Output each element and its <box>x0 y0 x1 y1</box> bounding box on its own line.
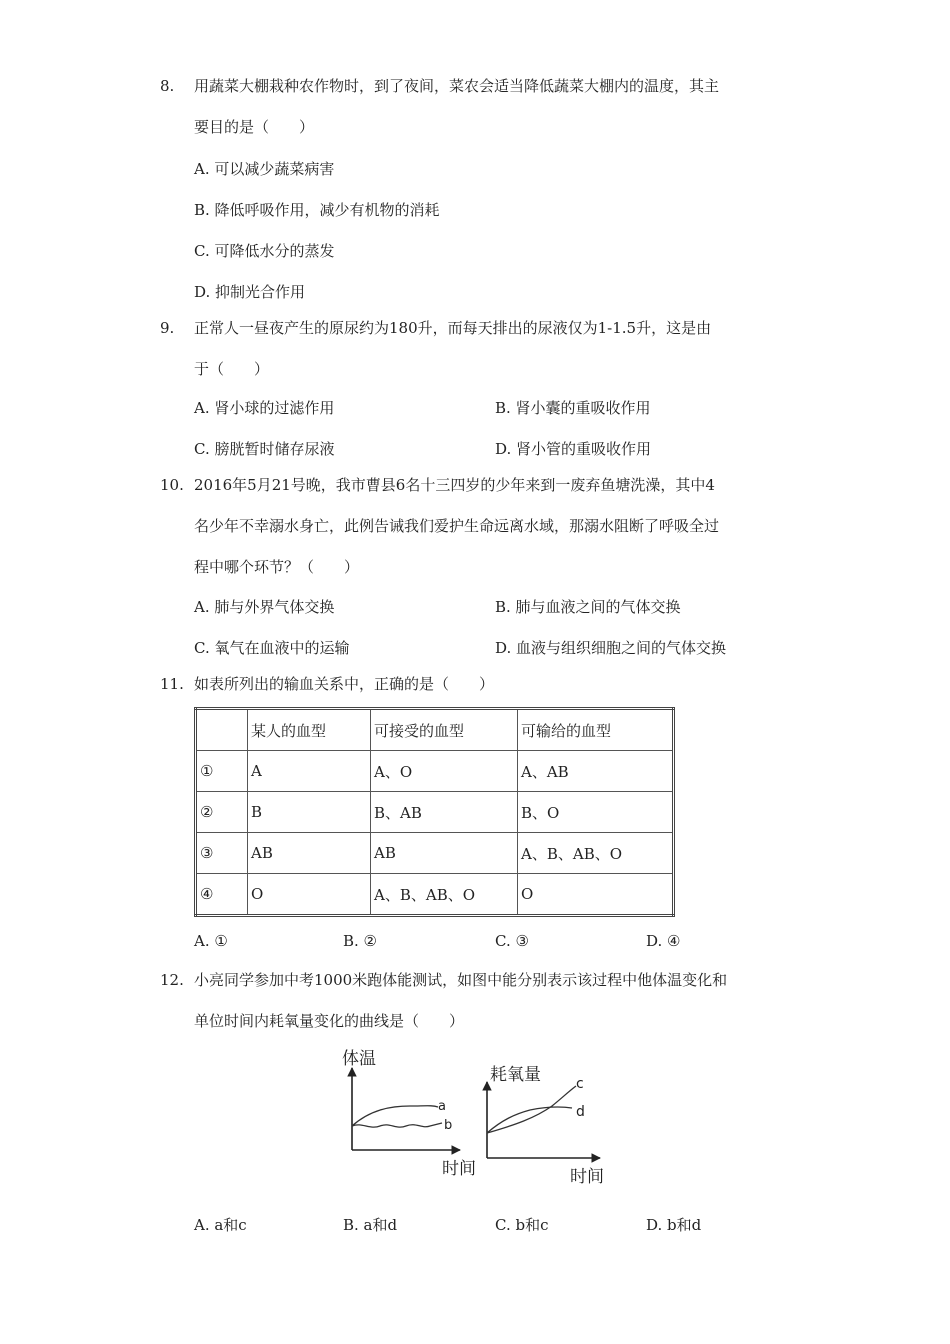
table-cell: ④ <box>196 874 248 916</box>
table-row <box>196 792 674 833</box>
table-cell: AB <box>248 833 371 874</box>
option-d: D. 血液与组织细胞之间的气体交换 <box>495 639 727 657</box>
table-cell: A、B、AB、O <box>518 833 674 874</box>
option-d: D. 肾小管的重吸收作用 <box>495 440 652 458</box>
stem-line: 于（ ） <box>194 360 270 378</box>
option-a: A. a和c <box>194 1216 247 1234</box>
y-axis-label: 体温 <box>342 1049 376 1069</box>
stem-line: 单位时间内耗氧量变化的曲线是（ ） <box>194 1012 465 1030</box>
question-number: 12. <box>160 971 184 989</box>
table-cell: A、B、AB、O <box>371 874 518 916</box>
option-d: D. b和d <box>646 1216 702 1234</box>
question-stem <box>194 308 794 390</box>
option-a: A. 肾小球的过滤作用 <box>194 399 335 417</box>
stem-line: 2016年5月21号晚，我市曹县6名十三四岁的少年来到一废弃鱼塘洗澡，其中4 <box>194 476 715 494</box>
option-b: B. a和d <box>343 1216 398 1234</box>
table-cell: ② <box>196 792 248 833</box>
curve-label-d: d <box>576 1104 585 1120</box>
question-stem <box>194 66 794 148</box>
table-header-cell: 可输给的血型 <box>518 709 674 751</box>
table-row <box>196 833 674 874</box>
question-number: 8. <box>160 77 175 95</box>
stem-line: 程中哪个环节？（ ） <box>194 558 360 576</box>
curve-a <box>352 1106 438 1126</box>
question-number: 9. <box>160 319 175 337</box>
option-a: A. ① <box>194 932 228 950</box>
table-row <box>196 751 674 792</box>
stem-line: 小亮同学参加中考1000米跑体能测试，如图中能分别表示该过程中他体温变化和 <box>194 971 728 989</box>
body-temperature-panel <box>342 1049 476 1179</box>
table-cell: ③ <box>196 833 248 874</box>
curve-label-c: c <box>576 1076 584 1092</box>
table-header-row <box>196 709 674 751</box>
stem-line: 要目的是（ ） <box>194 118 315 136</box>
table-header-cell: 某人的血型 <box>248 709 371 751</box>
table-header-cell: 可接受的血型 <box>371 709 518 751</box>
question-stem <box>194 465 794 588</box>
option-c: C. ③ <box>495 932 529 950</box>
table-cell: A、AB <box>518 751 674 792</box>
option-b: B. 肺与血液之间的气体交换 <box>495 598 681 616</box>
question-number: 10. <box>160 476 184 494</box>
stem-line: 如表所列出的输血关系中，正确的是（ ） <box>194 675 495 693</box>
curve-figure <box>330 1040 620 1190</box>
table-cell: A <box>248 751 371 792</box>
y-axis-label: 耗氧量 <box>490 1065 541 1085</box>
stem-line: 正常人一昼夜产生的原尿约为180升，而每天排出的尿液仅为1-1.5升，这是由 <box>194 319 712 337</box>
question-stem <box>194 664 794 705</box>
curve-label-b: b <box>444 1118 453 1133</box>
table-cell: B <box>248 792 371 833</box>
table-cell: B、O <box>518 792 674 833</box>
curve-label-a: a <box>438 1099 446 1114</box>
option-c: C. 氧气在血液中的运输 <box>194 639 350 657</box>
x-axis-label: 时间 <box>442 1159 476 1179</box>
option-b: B. 肾小囊的重吸收作用 <box>495 399 651 417</box>
option-c: C. b和c <box>495 1216 549 1234</box>
table-header-cell <box>196 709 248 751</box>
table-cell: B、AB <box>371 792 518 833</box>
stem-line: 名少年不幸溺水身亡，此例告诫我们爱护生命远离水域，那溺水阻断了呼吸全过 <box>194 517 720 535</box>
option-b: B. 降低呼吸作用，减少有机物的消耗 <box>194 201 440 219</box>
option-b: B. ② <box>343 932 378 950</box>
question-stem <box>194 960 794 1042</box>
table-cell: O <box>518 874 674 916</box>
question-number: 11. <box>160 675 184 693</box>
table-cell: A、O <box>371 751 518 792</box>
option-a: A. 可以减少蔬菜病害 <box>194 160 335 178</box>
table-cell: ① <box>196 751 248 792</box>
option-d: D. ④ <box>646 932 681 950</box>
curve-b <box>352 1123 442 1127</box>
oxygen-consumption-panel <box>487 1065 604 1187</box>
option-c: C. 膀胱暂时储存尿液 <box>194 440 335 458</box>
x-axis-label: 时间 <box>570 1167 604 1187</box>
blood-type-table <box>194 707 675 917</box>
stem-line: 用蔬菜大棚栽种农作物时，到了夜间，菜农会适当降低蔬菜大棚内的温度，其主 <box>194 77 720 95</box>
table-row <box>196 874 674 916</box>
table-cell: AB <box>371 833 518 874</box>
table-cell: O <box>248 874 371 916</box>
option-a: A. 肺与外界气体交换 <box>194 598 335 616</box>
option-c: C. 可降低水分的蒸发 <box>194 242 335 260</box>
option-d: D. 抑制光合作用 <box>194 283 306 301</box>
